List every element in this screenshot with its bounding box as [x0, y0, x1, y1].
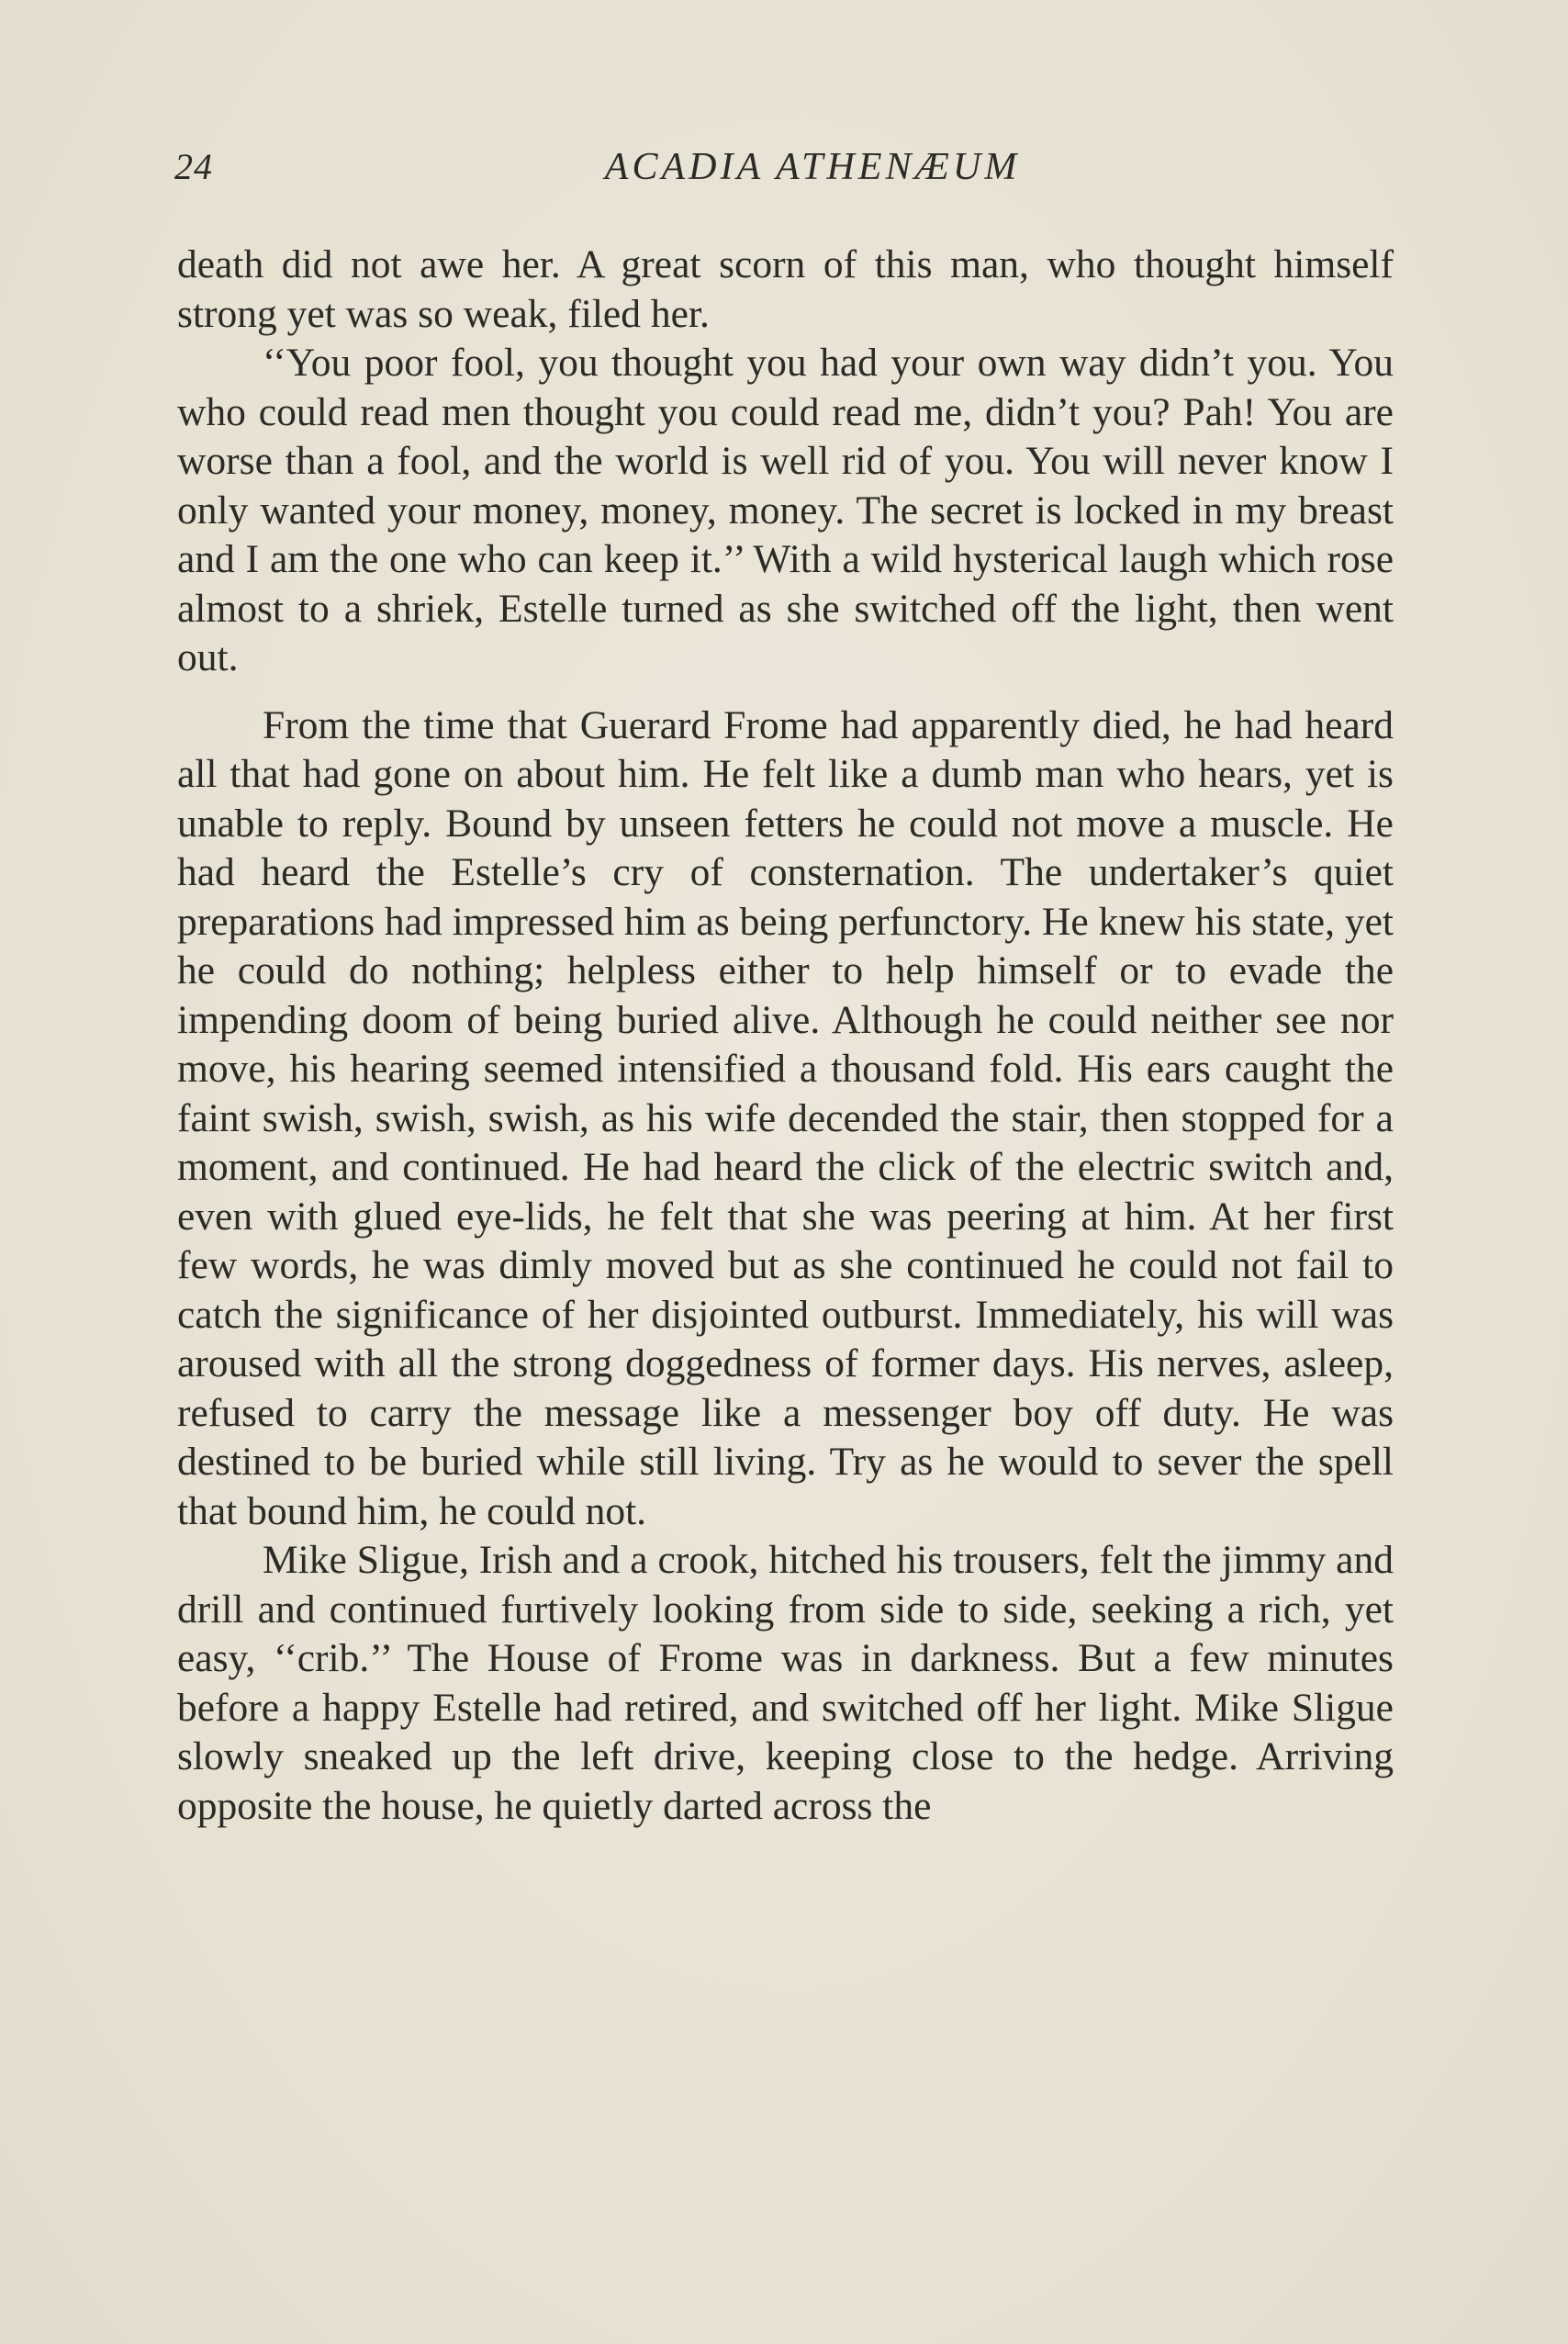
page-number: 24 [174, 146, 213, 187]
paragraph-guerard-frome: From the time that Guerard Frome had apparently died, he had heard all that had gone on about him. He felt like a dumb man who hears, yet is unable to reply. Bound by unseen fetters he could not move a muscle. He had heard the Estelle’s cry of consternation. The undertaker’s quiet preparations had impressed him as being perfunctory. He knew his state, yet he could do nothing; helpless either to help himself or to evade the impending doom of being buried alive. Although he could neither see nor move, his hearing seemed intensified a thousand fold. His ears caught the faint swish, swish, swish, as his wife decended the stair, then stopped for a moment, and continued. He had heard the click of the electric switch and, even with glued eye-lids, he felt that she was peering at him. At her first few words, he was dimly moved but as she continued he could not fail to catch the significance of her disjointed outburst. Immediately, his will was aroused with all the strong doggedness of former days. His nerves, asleep, refused to carry the message like a messenger boy off duty. He was destined to be buried while still living. Try as he would to sever the spell that bound him, he could not. [177, 702, 1394, 1533]
page-header [174, 145, 1386, 200]
paragraph-mike-sligue: Mike Sligue, Irish and a crook, hitched his trousers, felt the jimmy and drill and continued furtively looking from side to side, seeking a rich, yet easy, ‘‘crib.’’ The House of Frome was in darkness. But a few minutes before a happy Estelle had retired, and switched off her light. Mike Sligue slowly sneaked up the left drive, keeping close to the hedge. Arriving opposite the house, he quietly darted across the [177, 1538, 1394, 1828]
running-title: ACADIA ATHENÆUM [604, 146, 1021, 188]
paragraph-continued: death did not awe her. A great scorn of this man, who thought himself strong yet was so weak, filed her. [177, 242, 1394, 336]
body-text [177, 241, 1394, 1831]
paragraph-estelle-speech: ‘‘You poor fool, you thought you had your own way didn’t you. You who could read men thought you could read me, didn’t you? Pah! You are worse than a fool, and the world is well rid of you. You will never know I only wanted your money, money, money. The secret is locked in my breast and I am the one who can keep it.’’ With a wild hysterical laugh which rose almost to a shriek, Estelle turned as she switched off the light, then went out. [177, 341, 1394, 679]
